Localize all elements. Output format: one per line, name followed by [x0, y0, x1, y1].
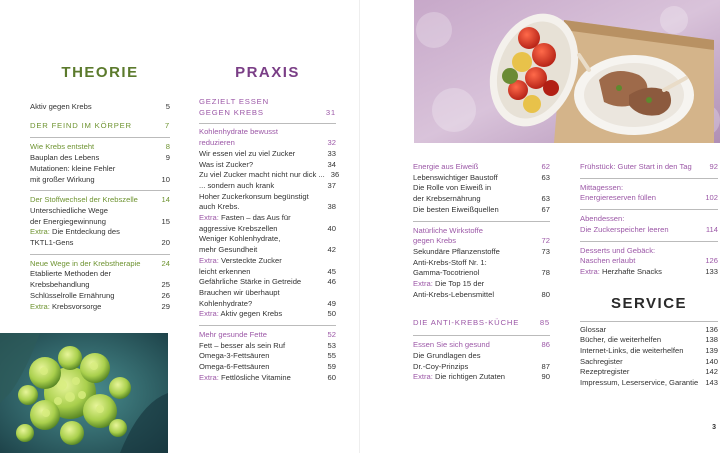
toc-page: 63	[541, 194, 550, 204]
toc-page: 86	[541, 340, 550, 350]
toc-page: 60	[327, 372, 336, 382]
toc-page: 102	[705, 193, 718, 203]
extra-text: Die richtigen Zutaten	[432, 372, 506, 382]
toc-title: Die Grundlagen des	[413, 350, 481, 360]
toc-entry	[199, 351, 336, 362]
toc-page: 10	[161, 174, 170, 184]
toc-entry	[30, 217, 170, 228]
praxis-continued-column	[413, 162, 550, 383]
toc-entry	[199, 341, 336, 352]
toc-entry	[413, 258, 550, 269]
toc-section	[580, 246, 718, 257]
toc-extra	[30, 302, 170, 313]
toc-title: Hoher Zuckerkonsum begünstigt	[199, 191, 309, 201]
toc-page: 78	[541, 268, 550, 278]
toc-page: 34	[327, 159, 336, 169]
toc-title: Mehr gesunde Fette	[199, 330, 267, 340]
toc-page: 80	[541, 289, 550, 299]
divider	[580, 241, 718, 242]
toc-title: Wie Krebs entsteht	[30, 142, 95, 152]
toc-page: 31	[325, 107, 336, 117]
toc-page: 7	[164, 120, 170, 130]
toc-title: Unterschiedliche Wege	[30, 205, 108, 215]
toc-entry	[30, 238, 170, 249]
toc-title: Die Rolle von Eiweiß in	[413, 183, 492, 193]
extra-label: Extra:	[413, 279, 433, 289]
toc-title: leicht erkennen	[199, 266, 251, 276]
toc-section	[30, 259, 170, 270]
toc-extra	[413, 279, 550, 290]
theorie-column	[30, 64, 170, 312]
toc-page: 63	[541, 172, 550, 182]
toc-title: Die besten Eiweißquellen	[413, 204, 499, 214]
toc-title: Sachregister	[580, 356, 623, 366]
toc-entry	[199, 267, 336, 278]
toc-title: Bauplan des Lebens	[30, 153, 100, 163]
toc-page: 73	[541, 246, 550, 256]
toc-title: Frühstück: Guter Start in den Tag	[580, 162, 692, 171]
toc-entry	[30, 175, 170, 186]
toc-extra	[199, 309, 336, 320]
toc-entry	[413, 351, 550, 362]
toc-entry	[413, 290, 550, 301]
toc-extra	[580, 267, 718, 278]
toc-title: Omega-3-Fettsäuren	[199, 351, 270, 361]
extra-text: Krebsvorsorge	[49, 301, 102, 311]
toc-entry	[199, 149, 336, 160]
food-image	[414, 0, 720, 143]
toc-page: 133	[705, 266, 718, 276]
toc-title: Energie aus Eiweiß	[413, 162, 479, 171]
toc-title: Wir essen viel zu viel Zucker	[199, 148, 296, 158]
toc-entry	[199, 192, 336, 203]
toc-section	[413, 226, 550, 237]
praxis-heading: PRAXIS	[235, 64, 300, 81]
praxis-column	[199, 64, 340, 384]
toc-entry	[199, 202, 336, 213]
divider	[30, 190, 170, 191]
extra-text: Aktiv gegen Krebs	[218, 309, 283, 319]
toc-title: Desserts und Gebäck:	[580, 245, 656, 255]
page-number: 3	[712, 424, 716, 431]
toc-title	[413, 372, 542, 383]
toc-entry	[413, 205, 550, 216]
toc-title: Lebenswichtiger Baustoff	[413, 172, 498, 182]
toc-section	[199, 138, 336, 149]
toc-title: Was ist Zucker?	[199, 159, 254, 169]
toc-entry	[30, 164, 170, 175]
divider	[413, 335, 550, 336]
toc-chapter	[30, 121, 170, 132]
toc-section	[199, 330, 336, 341]
toc-entry	[199, 362, 336, 373]
toc-page: 138	[705, 335, 718, 345]
extra-text: Fettlösliche Vitamine	[218, 372, 291, 382]
toc-extra	[30, 227, 170, 238]
extra-label: Extra:	[199, 372, 219, 382]
toc-page: 40	[327, 223, 336, 233]
toc-page: 33	[327, 148, 336, 158]
toc-title: Zu viel Zucker macht nicht nur dick ...	[199, 170, 325, 180]
toc-page: 136	[705, 324, 718, 334]
toc-title: Naschen erlaubt	[580, 256, 636, 266]
toc-title: Schlüsselrolle Ernährung	[30, 290, 115, 300]
toc-entry	[580, 367, 718, 378]
toc-title: Dr.-Coy-Prinzips	[413, 361, 469, 371]
toc-chapter	[199, 97, 336, 108]
toc-page: 126	[705, 256, 718, 266]
toc-entry	[580, 335, 718, 346]
toc-entry	[199, 224, 336, 235]
toc-entry	[199, 160, 336, 171]
toc-title	[413, 279, 550, 290]
toc-title: Omega-6-Fettsäuren	[199, 362, 270, 372]
toc-title: Mutationen: kleine Fehler	[30, 163, 116, 173]
toc-title: Gamma-Tocotrienol	[413, 268, 480, 278]
toc-page: 67	[541, 204, 550, 214]
toc-entry	[580, 357, 718, 368]
toc-title: Essen Sie sich gesund	[413, 340, 490, 350]
toc-title: Neue Wege in der Krebstherapie	[30, 258, 141, 268]
toc-section	[580, 162, 718, 173]
toc-entry	[199, 277, 336, 288]
toc-page: 49	[327, 298, 336, 308]
toc-page: 8	[165, 142, 170, 152]
divider	[199, 123, 336, 124]
toc-title: Natürliche Wirkstoffe	[413, 225, 483, 235]
toc-section	[580, 193, 718, 204]
extra-text: Die Entdeckung des	[49, 227, 120, 237]
toc-page: 20	[161, 238, 170, 248]
toc-chapter	[199, 108, 336, 119]
toc-entry	[413, 173, 550, 184]
toc-entry	[580, 378, 718, 389]
extra-label: Extra:	[580, 266, 600, 276]
toc-section	[580, 183, 718, 194]
toc-entry	[413, 194, 550, 205]
toc-entry	[30, 102, 170, 113]
toc-page: 53	[327, 340, 336, 350]
toc-title: auch Krebs.	[199, 202, 240, 212]
toc-page: 24	[161, 258, 170, 268]
toc-title: der Energiegewinnung	[30, 216, 106, 226]
toc-page: 15	[161, 216, 170, 226]
toc-page: 29	[161, 301, 170, 311]
toc-chapter	[413, 318, 550, 329]
toc-title: Die Zuckerspeicher leeren	[580, 224, 669, 234]
toc-page: 143	[705, 378, 718, 388]
toc-page: 114	[705, 224, 718, 234]
romanesco-image	[0, 333, 168, 453]
toc-entry	[580, 346, 718, 357]
toc-page: 46	[327, 277, 336, 287]
toc-entry	[30, 206, 170, 217]
extra-text: Die Top 15 der	[432, 279, 485, 289]
toc-section	[580, 225, 718, 236]
toc-title: ... sondern auch krank	[199, 180, 275, 190]
toc-section	[30, 142, 170, 153]
toc-page: 38	[327, 202, 336, 212]
toc-title: Energiereserven füllen	[580, 193, 656, 203]
toc-entry	[199, 234, 336, 245]
divider	[30, 137, 170, 138]
toc-entry	[30, 269, 170, 280]
toc-title: Aktiv gegen Krebs	[30, 102, 92, 111]
toc-title: Der Stoffwechsel der Krebszelle	[30, 195, 138, 205]
toc-entry	[199, 299, 336, 310]
toc-title: Abendessen:	[580, 214, 625, 224]
toc-title: Internet-Links, die weiterhelfen	[580, 346, 684, 356]
toc-title: Krebsbehandlung	[30, 280, 90, 290]
toc-page: 9	[165, 153, 170, 163]
extra-label: Extra:	[30, 227, 50, 237]
extra-label: Extra:	[30, 301, 50, 311]
toc-title: GEZIELT ESSEN	[199, 97, 269, 106]
toc-page: 85	[539, 318, 550, 328]
toc-title: TKTL1-Gens	[30, 238, 74, 248]
extra-label: Extra:	[199, 213, 219, 223]
toc-extra	[199, 256, 336, 267]
toc-title: Glossar	[580, 324, 607, 334]
toc-entry	[413, 247, 550, 258]
toc-page: 25	[161, 280, 170, 290]
divider	[580, 178, 718, 179]
toc-title: mehr Gesundheit	[199, 245, 258, 255]
toc-title: Anti-Krebs-Stoff Nr. 1:	[413, 257, 487, 267]
toc-title: Etablierte Methoden der	[30, 269, 112, 279]
extra-label: Extra:	[199, 309, 219, 319]
toc-entry	[199, 288, 336, 299]
toc-page: 50	[327, 309, 336, 319]
toc-section	[413, 162, 550, 173]
toc-entry	[30, 280, 170, 291]
toc-page: 42	[327, 245, 336, 255]
toc-entry	[413, 362, 550, 373]
toc-page: 62	[541, 162, 550, 171]
toc-title: Fett – besser als sein Ruf	[199, 340, 286, 350]
toc-page: 5	[165, 102, 170, 111]
divider	[30, 254, 170, 255]
toc-title: Bücher, die weiterhelfen	[580, 335, 662, 345]
toc-entry	[30, 291, 170, 302]
divider	[413, 221, 550, 222]
toc-extra	[199, 373, 336, 384]
toc-page: 87	[541, 361, 550, 371]
toc-page: 52	[327, 330, 336, 340]
right-page	[360, 0, 720, 453]
toc-page: 142	[705, 367, 718, 377]
toc-title: reduzieren	[199, 138, 235, 148]
toc-title: Mittagessen:	[580, 182, 624, 192]
toc-page: 36	[330, 170, 340, 180]
toc-title	[199, 256, 336, 267]
toc-title: Weniger Kohlenhydrate,	[199, 234, 281, 244]
toc-title	[30, 227, 170, 238]
toc-section	[413, 340, 550, 351]
toc-title	[199, 213, 336, 224]
toc-section	[580, 256, 718, 267]
extra-label: Extra:	[413, 372, 433, 382]
toc-page: 55	[327, 351, 336, 361]
toc-entry	[199, 181, 336, 192]
toc-section	[30, 195, 170, 206]
toc-title: Kohlenhydrate?	[199, 298, 253, 308]
toc-title: Sekundäre Pflanzenstoffe	[413, 246, 500, 256]
toc-title: DIE ANTI-KREBS-KÜCHE	[413, 318, 520, 328]
recipes-column	[580, 162, 718, 389]
toc-entry	[580, 325, 718, 336]
toc-title	[199, 373, 328, 384]
toc-title: Rezeptregister	[580, 367, 630, 377]
toc-title	[199, 309, 328, 320]
toc-page: 72	[541, 236, 550, 246]
toc-title: aggressive Krebszellen	[199, 223, 278, 233]
toc-title: mit großer Wirkung	[30, 174, 95, 184]
toc-title: Brauchen wir überhaupt	[199, 287, 280, 297]
toc-section	[580, 214, 718, 225]
toc-title: der Krebsernährung	[413, 194, 481, 204]
toc-title: Anti-Krebs-Lebensmittel	[413, 289, 495, 299]
toc-title	[30, 302, 162, 313]
toc-page: 37	[327, 180, 336, 190]
toc-title: Impressum, Leserservice, Garantie	[580, 378, 699, 388]
toc-title: GEGEN KREBS	[199, 107, 264, 117]
theorie-heading: THEORIE	[61, 64, 139, 81]
service-heading: SERVICE	[610, 294, 688, 312]
extra-text: Fasten – das Aus für	[218, 213, 291, 223]
extra-label: Extra:	[199, 255, 219, 265]
toc-page: 139	[705, 346, 718, 356]
food-photo	[414, 0, 720, 143]
toc-title	[580, 267, 705, 278]
extra-text: Herzhafte Snacks	[599, 266, 662, 276]
toc-section	[199, 127, 336, 138]
toc-page: 140	[705, 356, 718, 366]
toc-page: 32	[327, 138, 336, 148]
toc-entry	[413, 183, 550, 194]
toc-page: 59	[327, 362, 336, 372]
toc-page: 92	[709, 162, 718, 171]
toc-entry	[30, 153, 170, 164]
divider	[199, 325, 336, 326]
toc-title: gegen Krebs	[413, 236, 457, 246]
toc-page: 14	[161, 195, 170, 205]
toc-title: DER FEIND IM KÖRPER	[30, 120, 132, 130]
toc-page: 45	[327, 266, 336, 276]
toc-title: Kohlenhydrate bewusst	[199, 127, 278, 137]
divider	[580, 209, 718, 210]
toc-entry	[199, 170, 340, 181]
toc-section	[413, 236, 550, 247]
toc-page: 90	[541, 372, 550, 382]
toc-entry	[413, 268, 550, 279]
romanesco-photo	[0, 333, 168, 453]
extra-text: Versteckte Zucker	[218, 255, 282, 265]
toc-page: 26	[161, 290, 170, 300]
toc-entry	[199, 245, 336, 256]
toc-extra	[413, 372, 550, 383]
toc-extra	[199, 213, 336, 224]
toc-title: Gefährliche Stärke in Getreide	[199, 277, 302, 287]
